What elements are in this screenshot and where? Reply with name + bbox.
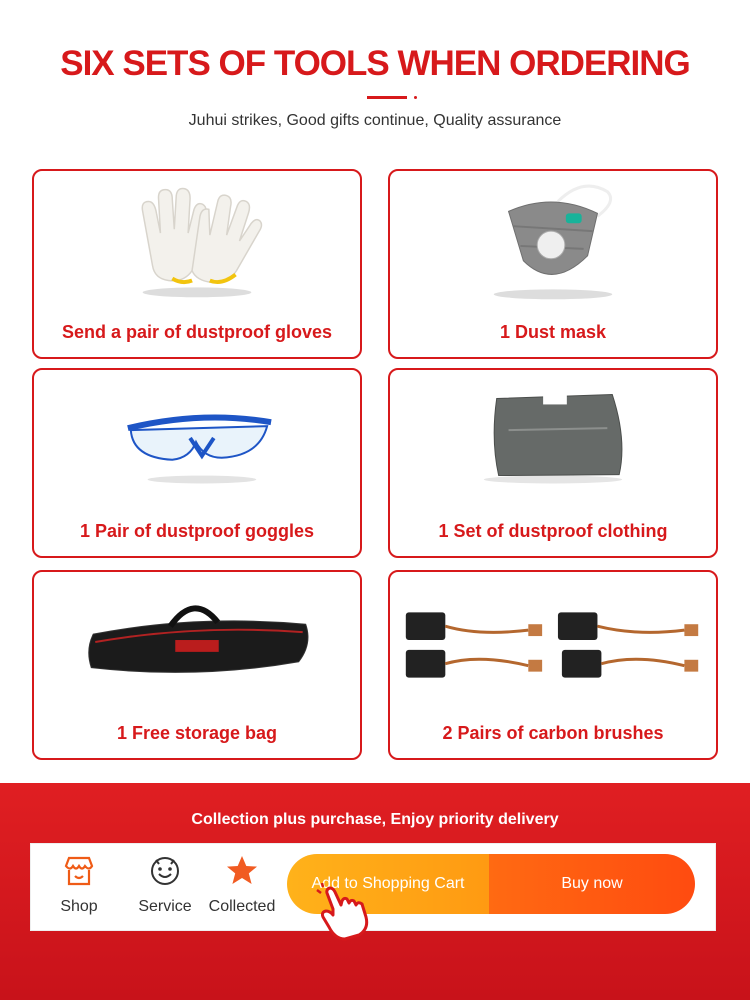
star-icon: [225, 854, 259, 888]
clothing-image: [390, 370, 716, 510]
carbon-brushes-image: [390, 572, 716, 712]
add-to-cart-button[interactable]: Add to Shopping Cart: [287, 854, 489, 914]
gift-card-gloves: [32, 169, 362, 359]
footer-tagline: Collection plus purchase, Enjoy priority delivery: [191, 811, 559, 828]
nav-collected-label: Collected: [208, 898, 276, 915]
nav-shop[interactable]: [44, 854, 114, 924]
shop-icon: [62, 854, 96, 888]
gift-label: Send a pair of dustproof gloves: [61, 322, 333, 342]
gift-label: 1 Set of dustproof clothing: [438, 521, 668, 541]
goggles-image: [34, 370, 360, 510]
gift-card-dust-mask: [388, 169, 718, 359]
gift-label: 1 Dust mask: [499, 322, 607, 342]
nav-collected[interactable]: [207, 854, 277, 924]
gift-card-goggles: [32, 368, 362, 558]
footer-banner: [0, 783, 750, 1000]
gift-label: 1 Pair of dustproof goggles: [79, 521, 314, 541]
storage-bag-image: [34, 572, 360, 712]
service-icon: [148, 854, 182, 888]
nav-service-label: Service: [138, 898, 192, 915]
gift-card-storage-bag: [32, 570, 362, 760]
page-title: SIX SETS OF TOOLS WHEN ORDERING: [60, 44, 690, 83]
gloves-image: [34, 171, 360, 311]
nav-shop-label: Shop: [60, 898, 98, 915]
buy-now-button[interactable]: Buy now: [489, 854, 695, 914]
gift-card-clothing: [388, 368, 718, 558]
nav-service[interactable]: [130, 854, 200, 924]
gift-label: 2 Pairs of carbon brushes: [442, 723, 664, 743]
dust-mask-image: [390, 171, 716, 311]
pointer-hand-icon: [315, 883, 395, 945]
page-subtitle: Juhui strikes, Good gifts continue, Quality assurance: [188, 112, 562, 129]
gift-card-carbon-brushes: [388, 570, 718, 760]
gift-label: 1 Free storage bag: [116, 723, 278, 743]
